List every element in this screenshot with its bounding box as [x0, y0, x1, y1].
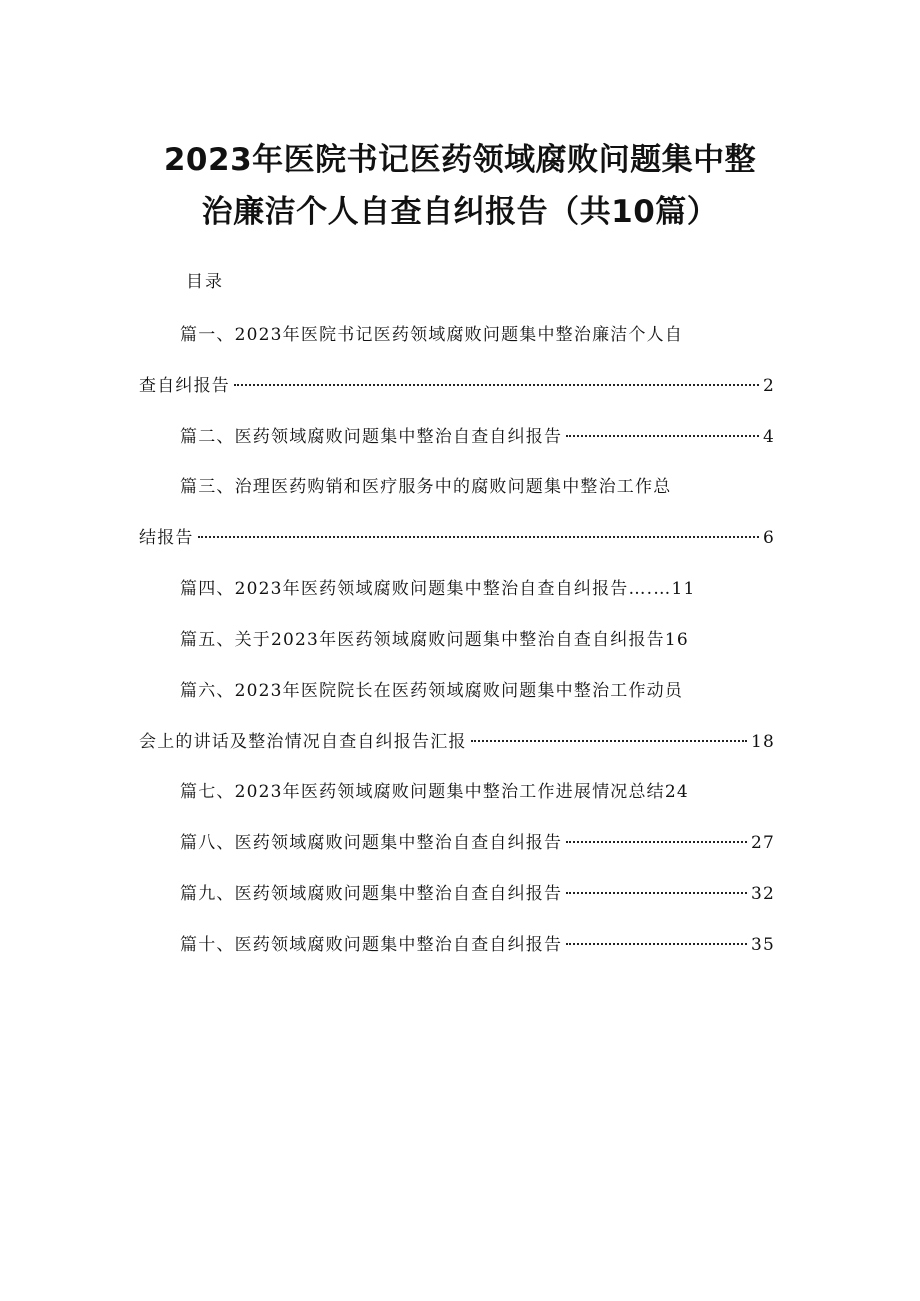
toc-entry-6-line-2[interactable]: [139, 729, 775, 755]
toc-entry-text: 篇八、医药领域腐败问题集中整治自查自纠报告: [180, 833, 563, 853]
document-title-line-2: 治廉洁个人自查自纠报告（共10篇）: [201, 194, 719, 230]
toc-entry-1-line-2[interactable]: [139, 373, 775, 399]
toc-page-number: 35: [750, 935, 775, 955]
toc-dot-leader: [234, 384, 759, 386]
toc-entry-text: 篇三、治理医药购销和医疗服务中的腐败问题集中整治工作总: [180, 477, 672, 497]
toc-entry-text: 篇一、2023年医院书记医药领域腐败问题集中整治廉洁个人自: [180, 325, 684, 345]
toc-page-number: 4: [762, 427, 775, 447]
toc-entry-text: 篇七、2023年医药领域腐败问题集中整治工作进展情况总结24: [180, 782, 689, 802]
toc-entry-8[interactable]: [180, 830, 775, 856]
toc-entry-9[interactable]: [180, 881, 775, 907]
toc-entry-6-line-1[interactable]: [180, 678, 683, 704]
toc-entry-text: 结报告: [139, 528, 194, 548]
toc-dot-leader: [198, 536, 759, 538]
toc-page-number: 6: [762, 528, 775, 548]
toc-entry-4[interactable]: [180, 576, 696, 602]
toc-entry-1-line-1[interactable]: [180, 322, 683, 348]
toc-entry-2[interactable]: [180, 424, 775, 450]
toc-page-number: 32: [750, 884, 775, 904]
toc-entry-text: 查自纠报告: [139, 376, 230, 396]
toc-entry-3-line-1[interactable]: [180, 474, 671, 500]
toc-page-number: 27: [750, 833, 775, 853]
toc-entry-10[interactable]: [180, 932, 775, 958]
toc-dot-leader: [566, 841, 747, 843]
toc-entry-text: 篇十、医药领域腐败问题集中整治自查自纠报告: [180, 935, 563, 955]
toc-entry-5[interactable]: [180, 627, 689, 653]
toc-dot-leader: [471, 740, 747, 742]
toc-entry-text: 篇五、关于2023年医药领域腐败问题集中整治自查自纠报告16: [180, 630, 689, 650]
toc-entry-text: 会上的讲话及整治情况自查自纠报告汇报: [139, 732, 467, 752]
toc-entry-text: 篇六、2023年医院院长在医药领域腐败问题集中整治工作动员: [180, 681, 684, 701]
toc-entry-text: 篇九、医药领域腐败问题集中整治自查自纠报告: [180, 884, 563, 904]
toc-entry-text: 篇四、2023年医药领域腐败问题集中整治自查自纠报告….…11: [180, 579, 696, 599]
toc-entry-text: 篇二、医药领域腐败问题集中整治自查自纠报告: [180, 427, 563, 447]
toc-dot-leader: [566, 943, 747, 945]
toc-dot-leader: [566, 435, 759, 437]
document-title-line-1: 2023年医院书记医药领域腐败问题集中整: [163, 142, 757, 178]
toc-entry-7[interactable]: [180, 779, 689, 805]
toc-heading: 目录: [186, 272, 224, 292]
toc-dot-leader: [566, 892, 747, 894]
toc-page-number: 2: [762, 376, 775, 396]
toc-page-number: 18: [750, 732, 775, 752]
toc-entry-3-line-2[interactable]: [139, 525, 775, 551]
